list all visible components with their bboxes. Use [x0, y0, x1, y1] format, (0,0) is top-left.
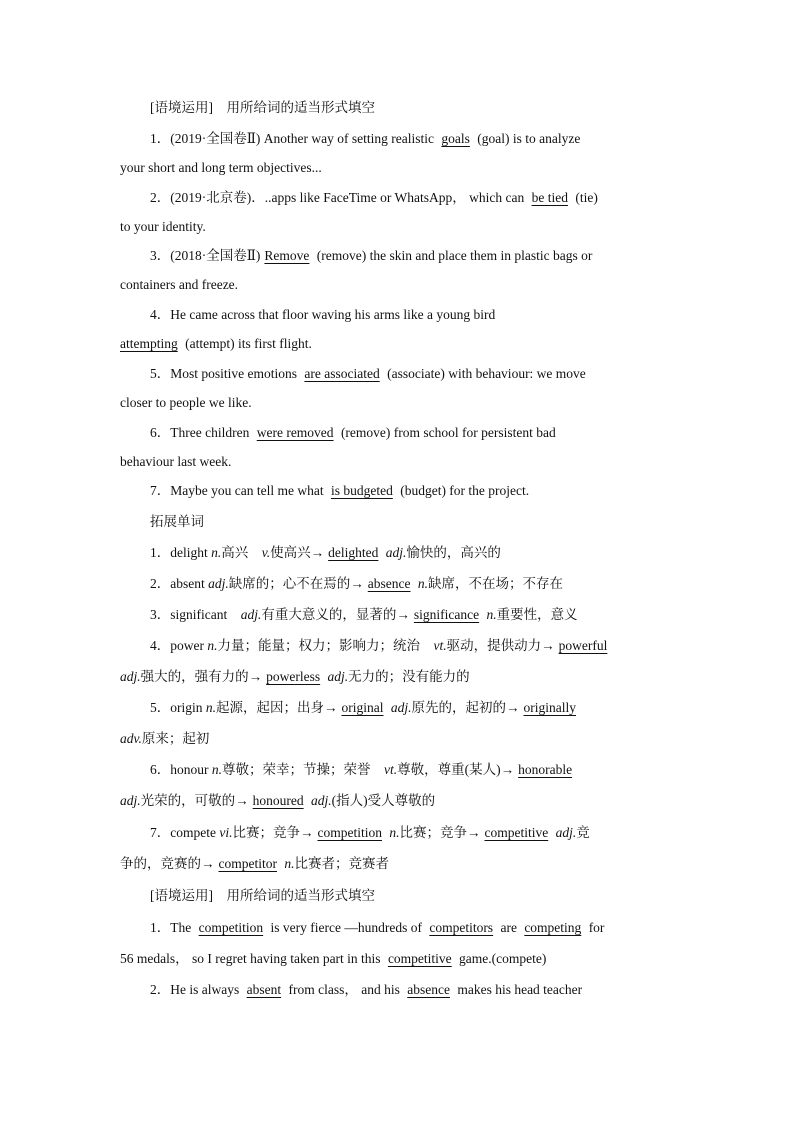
- exercise-6-line1: 6．Three children were removed (remove) from school for persistent bad: [150, 425, 556, 440]
- answer-blank: significance: [413, 607, 480, 622]
- word-6-line1: 6．honour n.尊敬；荣幸；节操；荣誉 vt.尊敬，尊重(某人)→ honorable: [150, 760, 680, 780]
- answer-blank: absent: [246, 982, 282, 997]
- answer-blank: competitive: [484, 825, 549, 840]
- word-6-line2: adj.光荣的，可敬的→ honoured adj.(指人)受人尊敬的: [120, 793, 436, 808]
- answer-blank: powerful: [558, 638, 608, 653]
- exercise-3-line1: 3．(2018·全国卷Ⅱ) Remove (remove) the skin and place them in plastic bags or: [150, 248, 593, 263]
- exercise-1-line1: 1．(2019·全国卷Ⅱ) Another way of setting realistic goals (goal) is to analyze: [150, 131, 581, 146]
- answer-blank: honorable: [518, 762, 573, 777]
- section-header: 拓展单词: [150, 514, 204, 529]
- word-7-line2: 争的，竞赛的→ competitor n.比赛者；竞赛者: [120, 856, 389, 871]
- answer-blank: is budgeted: [330, 483, 393, 498]
- answer-blank: attempting: [120, 336, 178, 351]
- answer-blank: competitors: [429, 920, 494, 935]
- answer-blank: be tied: [531, 190, 568, 205]
- word-5-line2: adv.原来；起初: [120, 731, 210, 746]
- section-header: [语境运用] 用所给词的适当形式填空: [150, 100, 375, 115]
- exercise-4-line2: attempting (attempt) its first flight.: [120, 336, 312, 351]
- exercise-5-line1: 5．Most positive emotions are associated (associate) with behaviour: we move: [150, 366, 586, 381]
- word-5-line1: 5．origin n.起源，起因；出身→ original adj.原先的，起初的→ originally: [150, 698, 680, 718]
- answer-blank: absence: [407, 982, 450, 997]
- answer-blank: were removed: [256, 425, 334, 440]
- answer-blank: honoured: [252, 793, 304, 808]
- exercise-1-line2: your short and long term objectives...: [120, 160, 322, 175]
- answer-blank: are associated: [304, 366, 380, 381]
- word-4-line2: adj.强大的，强有力的→ powerless adj.无力的；没有能力的: [120, 669, 470, 684]
- answer-blank: delighted: [328, 545, 379, 560]
- word-1: 1．delight n.高兴 v.使高兴→ delighted adj.愉快的，高兴的: [150, 545, 501, 560]
- answer-blank: competition: [198, 920, 264, 935]
- exercise-6-line2: behaviour last week.: [120, 454, 232, 469]
- exercise-b2-line1: 2．He is always absent from class， and his absence makes his head teacher: [150, 982, 583, 997]
- exercise-5-line2: closer to people we like.: [120, 395, 252, 410]
- exercise-b1-line1: 1．The competition is very fierce —hundreds of competitors are competing for: [150, 920, 605, 935]
- word-3: 3．significant adj.有重大意义的，显著的→ significance n.重要性，意义: [150, 607, 578, 622]
- section-header: [语境运用] 用所给词的适当形式填空: [150, 888, 375, 903]
- word-4-line1: 4．power n.力量；能量；权力；影响力；统治 vt.驱动，提供动力→ powerful: [150, 636, 680, 656]
- exercise-7-line1: 7．Maybe you can tell me what is budgeted (budget) for the project.: [150, 483, 530, 498]
- word-7-line1: 7．compete vi.比赛；竞争→ competition n.比赛；竞争→ competitive adj.竞: [150, 825, 590, 840]
- answer-blank: competitive: [387, 951, 452, 966]
- answer-blank: competing: [524, 920, 582, 935]
- answer-blank: competitor: [218, 856, 277, 871]
- word-2: 2．absent adj.缺席的；心不在焉的→ absence n.缺席，不在场；不存在: [150, 576, 563, 591]
- answer-blank: competition: [317, 825, 382, 840]
- answer-blank: powerless: [266, 669, 321, 684]
- exercise-4-line1: 4．He came across that floor waving his arms like a young bird: [150, 307, 496, 322]
- exercise-2-line1: 2．(2019·北京卷)．..apps like FaceTime or WhatsApp， which can be tied (tie): [150, 190, 598, 205]
- answer-blank: Remove: [264, 248, 310, 263]
- answer-blank: originally: [523, 700, 577, 715]
- answer-blank: original: [341, 700, 384, 715]
- exercise-2-line2: to your identity.: [120, 219, 206, 234]
- exercise-b1-line2: 56 medals， so I regret having taken part in this competitive game.(compete): [120, 951, 547, 966]
- answer-blank: goals: [441, 131, 470, 146]
- exercise-3-line2: containers and freeze.: [120, 277, 239, 292]
- answer-blank: absence: [367, 576, 411, 591]
